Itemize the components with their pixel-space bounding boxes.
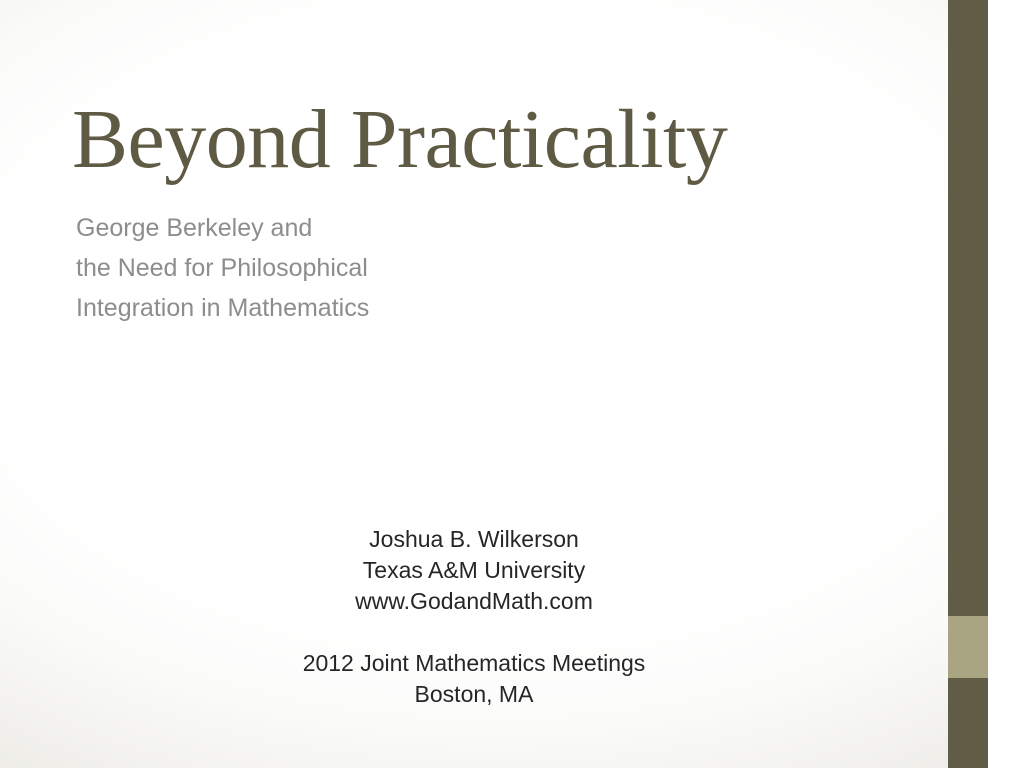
event-location: Boston, MA	[414, 681, 534, 707]
presenter-credits	[0, 524, 948, 710]
event-name: 2012 Joint Mathematics Meetings	[302, 650, 646, 676]
slide-subtitle	[76, 208, 676, 328]
subtitle-line-3: Integration in Mathematics	[76, 294, 370, 322]
presenter-name: Joshua B. Wilkerson	[369, 526, 579, 552]
credits-spacer	[0, 617, 948, 648]
subtitle-line-2: the Need for Philosophical	[76, 254, 368, 282]
presenter-affiliation: Texas A&M University	[362, 557, 586, 583]
decorative-bar-edge	[988, 0, 1024, 768]
decorative-bar-light	[948, 616, 988, 678]
presenter-website: www.GodandMath.com	[355, 588, 593, 614]
slide-title: Beyond Practicality	[72, 93, 728, 186]
subtitle-line-1: George Berkeley and	[76, 214, 313, 242]
